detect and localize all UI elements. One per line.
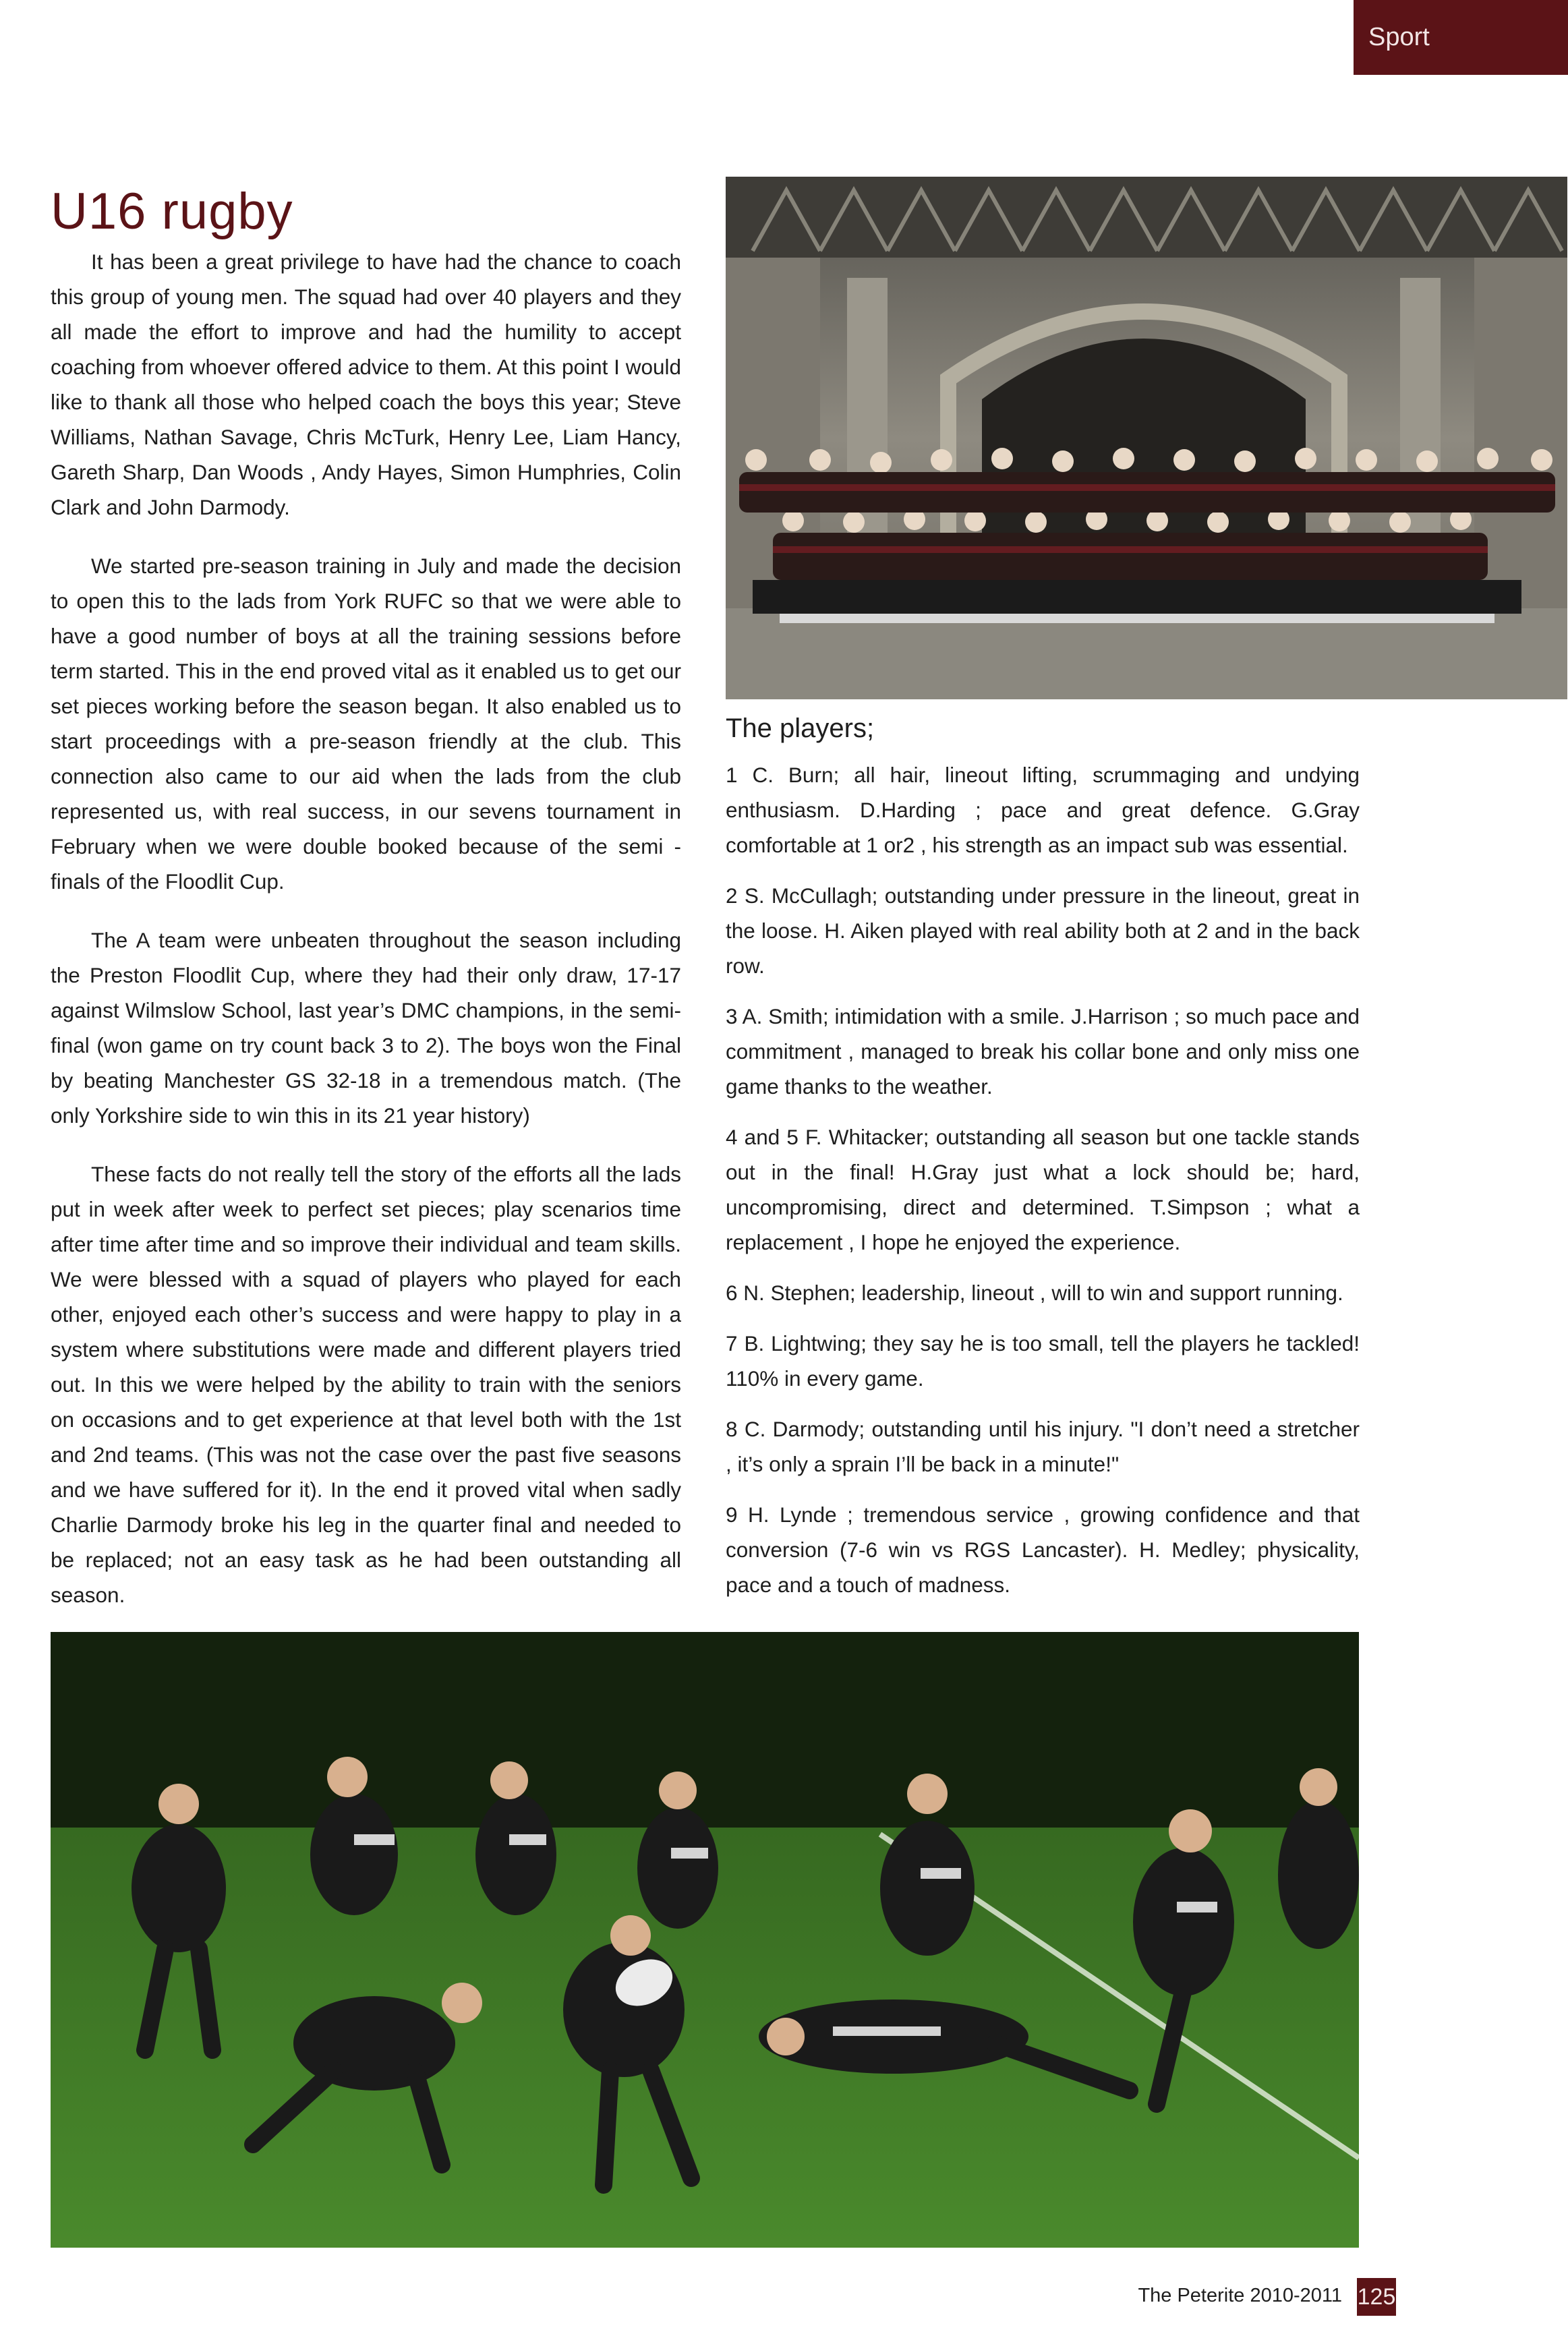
- team-photo-illustration: [726, 177, 1567, 699]
- article-title: U16 rugby: [51, 183, 293, 240]
- players-entry-6: 7 B. Lightwing; they say he is too small, tell the players he tackled! 110% in every game.: [726, 1331, 1360, 1391]
- players-entry-5: 6 N. Stephen; leadership, lineout , will to win and support running.: [726, 1281, 1343, 1305]
- section-tab: [1354, 0, 1568, 75]
- players-entry-7: 8 C. Darmody; outstanding until his injury. "I don’t need a stretcher , it’s only a sprain I’ll be back in a minute!": [726, 1417, 1360, 1476]
- footer-publication: The Peterite 2010-2011: [1138, 2285, 1342, 2306]
- article-paragraph-4: These facts do not really tell the story of the efforts all the lads put in week after week to perfect set pieces; play scenarios time after time after time and so improve their individual and team skills. We were blessed with a squad of players who played for each other, enjoyed each other’s success and were happy to play in a system where substitutions were made and different players tried out. In this we were helped by the ability to train with the seniors on occasions and to get experience at that level both with the 1st and 2nd teams. (This was not the case over the past five seasons and we have suffered for it). In the end it proved vital when sadly Charlie Darmody broke his leg in the quarter final and needed to be replaced; not an easy task as he had been outstanding all season.: [51, 1162, 681, 1607]
- players-section: [726, 713, 1360, 1618]
- match-photo: [51, 1632, 1359, 2248]
- page-number-label: 125: [1357, 2283, 1396, 2310]
- team-photo: [726, 177, 1567, 699]
- players-entry-8: 9 H. Lynde ; tremendous service , growing confidence and that conversion (7-6 win vs RGS Lancaster). H. Medley; physicality, pace and a touch of madness.: [726, 1502, 1360, 1597]
- players-entry-3: 3 A. Smith; intimidation with a smile. J.Harrison ; so much pace and commitment , managed to break his collar bone and only miss one game thanks to the weather.: [726, 1004, 1360, 1099]
- players-entry-2: 2 S. McCullagh; outstanding under pressure in the lineout, great in the loose. H. Aiken played with real ability both at 2 and in the back row.: [726, 883, 1360, 978]
- players-entry-4: 4 and 5 F. Whitacker; outstanding all season but one tackle stands out in the final! H.Gray just what a lock should be; hard, uncompromising, direct and determined. T.Simpson ; what a replacement , I hope he enjoyed the experience.: [726, 1125, 1360, 1254]
- players-heading: The players;: [726, 713, 875, 743]
- match-photo-illustration: [51, 1632, 1359, 2248]
- players-entry-1: 1 C. Burn; all hair, lineout lifting, scrummaging and undying enthusiasm. D.Harding ; pace and great defence. G.Gray comfortable at 1 or2 , his strength as an impact sub was essential.: [726, 763, 1360, 857]
- article-paragraph-2: We started pre-season training in July and made the decision to open this to the lads from York RUFC so that we were able to have a good number of boys at all the training sessions before term started. This in the end proved vital as it enabled us to get our set pieces working before the season began. It also enabled us to start proceedings with a pre-season friendly at the club. This connection also came to our aid when the lads from the club represented us, with real success, in our sevens tournament in February when we were double booked because of the semi -finals of the Floodlit Cup.: [51, 554, 681, 894]
- article-paragraph-3: The A team were unbeaten throughout the season including the Preston Floodlit Cup, where they had their only draw, 17-17 against Wilmslow School, last year’s DMC champions, in the semi-final (won game on try count back 3 to 2). The boys won the Final by beating Manchester GS 32-18 in a tremendous match. (The only Yorkshire side to win this in its 21 year history): [51, 928, 681, 1128]
- page-number: [1357, 2278, 1396, 2316]
- article-body: [51, 244, 681, 1636]
- article-paragraph-1: It has been a great privilege to have had the chance to coach this group of young men. The squad had over 40 players and they all made the effort to improve and had the humility to accept coaching from whoever offered advice to them. At this point I would like to thank all those who helped coach the boys this year; Steve Williams, Nathan Savage, Chris McTurk, Henry Lee, Liam Hancy, Gareth Sharp, Dan Woods , Andy Hayes, Simon Humphries, Colin Clark and John Darmody.: [51, 250, 681, 519]
- section-label: Sport: [1368, 23, 1430, 51]
